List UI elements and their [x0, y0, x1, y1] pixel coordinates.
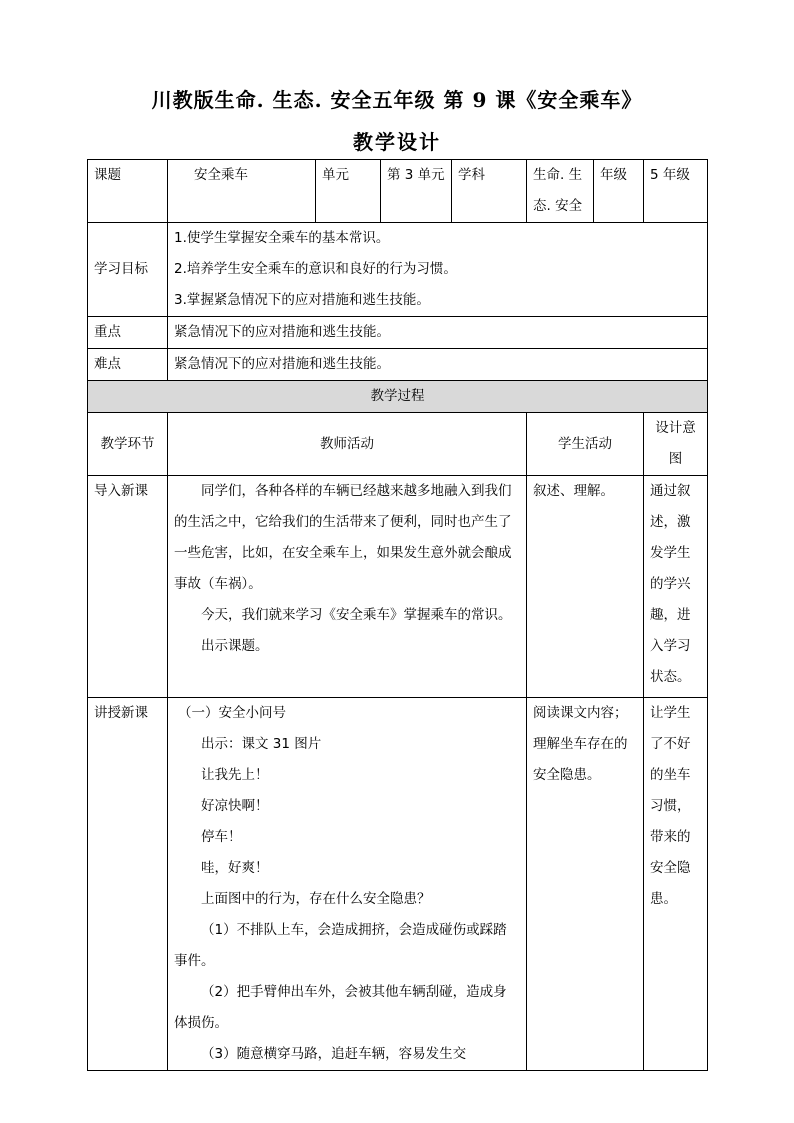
stage-cell: 讲授新课 — [88, 698, 168, 1071]
teacher-paragraph: 让我先上！ — [201, 767, 269, 783]
goal-item-2: 2.培养学生安全乘车的意识和良好的行为习惯。 — [174, 261, 457, 277]
stage-cell: 导入新课 — [88, 476, 168, 698]
difficult-point-label: 难点 — [88, 349, 168, 381]
info-row — [88, 160, 708, 223]
teacher-activity-cell — [168, 476, 527, 698]
grade-label: 年级 — [594, 160, 644, 223]
unit-value: 第 3 单元 — [381, 160, 452, 223]
document-subtitle: 教学设计 — [353, 130, 441, 154]
teacher-paragraph: （1）不排队上车，会造成拥挤，会造成碰伤或踩踏事件。 — [174, 922, 507, 969]
process-row-intro — [88, 476, 708, 698]
key-point-value: 紧急情况下的应对措施和逃生技能。 — [168, 317, 708, 349]
process-columns-row — [88, 413, 708, 476]
teacher-paragraph: （3）随意横穿马路，追赶车辆，容易发生交 — [201, 1046, 467, 1062]
goal-item-1: 1.使学生掌握安全乘车的基本常识。 — [174, 230, 390, 246]
student-activity-cell: 叙述、理解。 — [527, 476, 644, 698]
grade-value: 5 年级 — [644, 160, 708, 223]
teacher-paragraph: 今天，我们就来学习《安全乘车》掌握乘车的常识。 — [201, 607, 512, 623]
teacher-paragraph: 好凉快啊！ — [201, 798, 269, 814]
key-point-label: 重点 — [88, 317, 168, 349]
goals-row — [88, 223, 708, 317]
goal-item-3: 3.掌握紧急情况下的应对措施和逃生技能。 — [174, 292, 430, 308]
design-intent-cell: 通过叙述，激发学生的学兴趣，进入学习状态。 — [644, 476, 708, 698]
process-heading-row — [88, 381, 708, 413]
topic-label: 课题 — [88, 160, 168, 223]
column-stage: 教学环节 — [88, 413, 168, 476]
difficult-point-row — [88, 349, 708, 381]
subject-label: 学科 — [452, 160, 527, 223]
teacher-paragraph: 哇，好爽！ — [201, 860, 269, 876]
column-teacher: 教师活动 — [168, 413, 527, 476]
teacher-paragraph: 出示课题。 — [201, 638, 269, 654]
unit-label: 单元 — [316, 160, 381, 223]
student-activity-cell: 阅读课文内容；理解坐车存在的安全隐患。 — [527, 698, 644, 1071]
goals-content — [168, 223, 708, 317]
teacher-paragraph: （一）安全小问号 — [178, 705, 286, 721]
document-title: 川教版生命. 生态. 安全五年级 第 9 课《安全乘车》 — [151, 88, 643, 112]
difficult-point-value: 紧急情况下的应对措施和逃生技能。 — [168, 349, 708, 381]
teacher-paragraph: 上面图中的行为，存在什么安全隐患？ — [201, 891, 431, 907]
subject-value: 生命. 生态. 安全 — [527, 160, 594, 223]
teacher-activity-cell — [168, 698, 527, 1071]
key-point-row — [88, 317, 708, 349]
teacher-paragraph: 出示：课文 31 图片 — [201, 736, 322, 752]
process-row-new-lesson — [88, 698, 708, 1071]
column-student: 学生活动 — [527, 413, 644, 476]
teacher-paragraph: 停车！ — [201, 829, 242, 845]
topic-value: 安全乘车 — [168, 160, 316, 223]
column-intent: 设计意图 — [644, 413, 708, 476]
process-heading: 教学过程 — [88, 381, 708, 413]
goals-label: 学习目标 — [88, 223, 168, 317]
teacher-paragraph: 同学们，各种各样的车辆已经越来越多地融入到我们的生活之中，它给我们的生活带来了便利，同时也产生了一些危害，比如，在安全乘车上，如果发生意外就会酿成事故（车祸）。 — [174, 483, 512, 592]
teacher-paragraph: （2）把手臂伸出车外，会被其他车辆刮碰，造成身体损伤。 — [174, 984, 507, 1031]
design-intent-cell: 让学生了不好的坐车习惯，带来的安全隐患。 — [644, 698, 708, 1071]
lesson-plan-table — [87, 159, 708, 1071]
